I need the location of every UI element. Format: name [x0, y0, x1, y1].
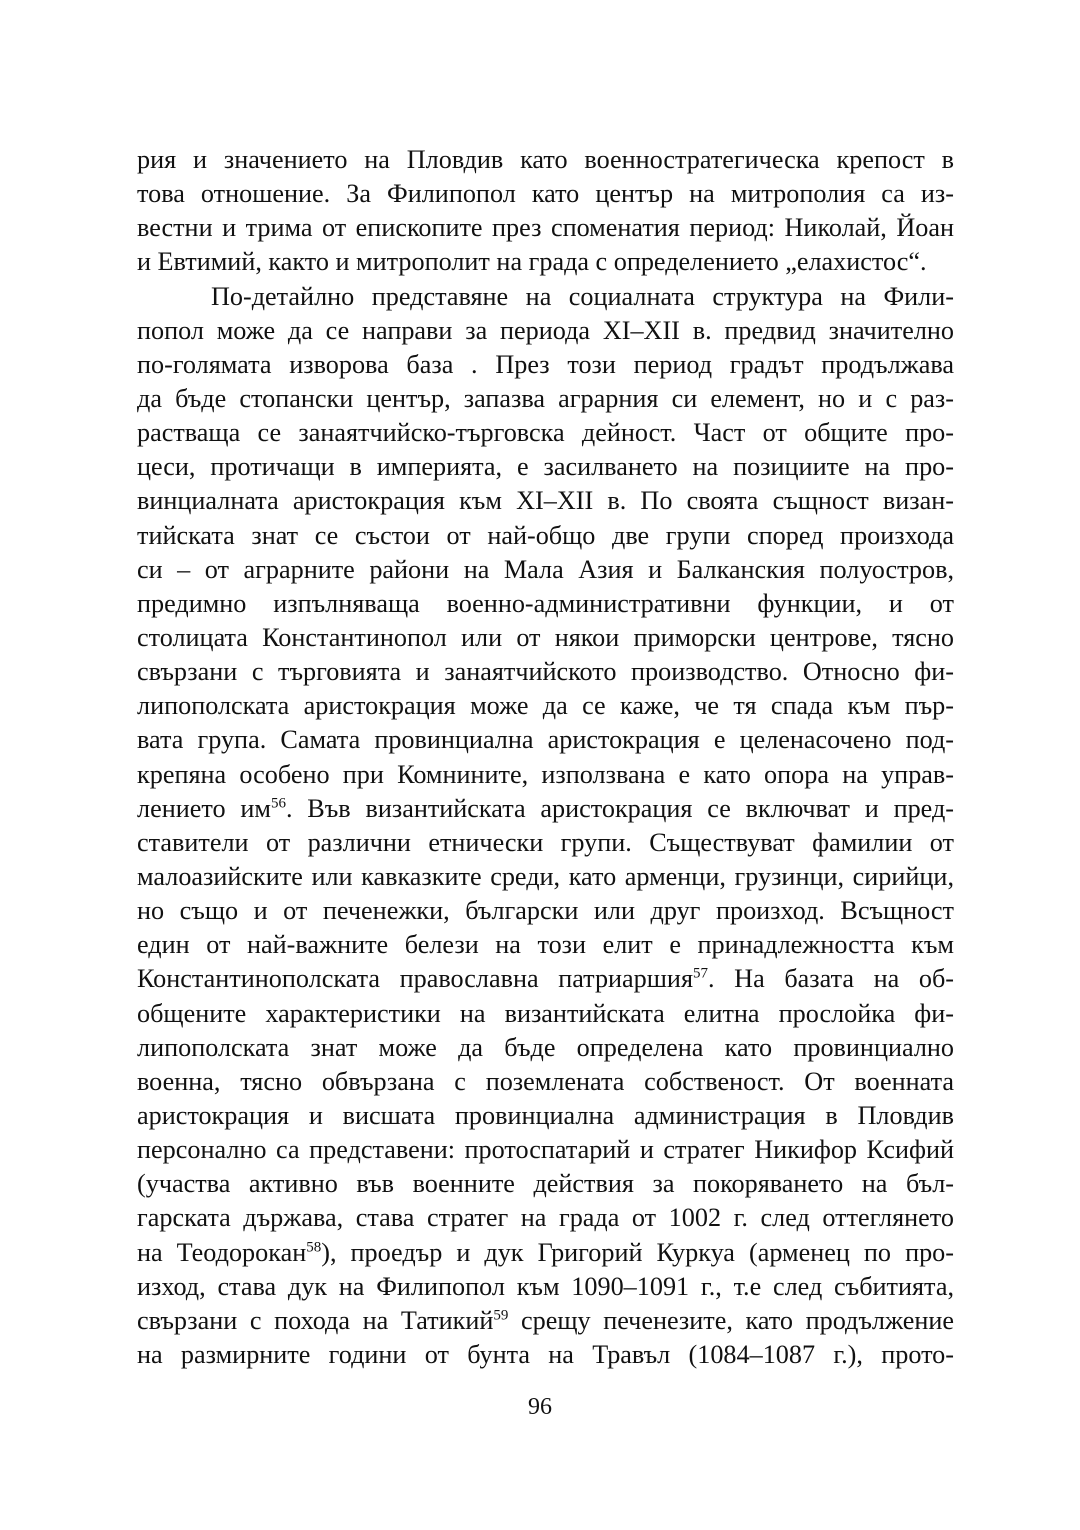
text-line-content: рия и значението на Пловдив като военностратегическа крепост в [137, 145, 954, 174]
text-line [137, 587, 954, 621]
text-line [137, 177, 954, 211]
text-line-content: си – от аграрните райони на Мала Азия и Балканския полуостров, [137, 554, 954, 584]
text-line-content: попол може да се направи за периода XI–XII в. предвид значително [137, 315, 954, 345]
text-line [137, 519, 954, 553]
text-line [137, 1065, 954, 1099]
text-line-content: на Теодорокан [137, 1237, 307, 1267]
text-line [137, 689, 954, 723]
footnote-reference: 57 [693, 966, 708, 983]
text-line [137, 655, 954, 689]
text-line-content: да бъде стопански център, запазва аграрния си елемент, но и с раз- [137, 383, 954, 413]
page-body-text [137, 143, 954, 1372]
page-number: 96 [528, 1394, 552, 1420]
footnote-reference: 59 [493, 1307, 509, 1324]
text-line-content: Константинополската православна патриаршия [137, 964, 693, 994]
text-line [137, 1270, 954, 1304]
text-line [137, 143, 954, 177]
text-line [137, 792, 954, 826]
text-line [137, 997, 954, 1031]
text-line [137, 962, 954, 996]
text-line [137, 484, 954, 518]
text-line-content: тийската знат се състои от най-общо две групи според произхода [137, 520, 954, 550]
text-line-continuation: . На базата на об- [708, 964, 955, 994]
text-line [137, 1338, 954, 1372]
text-line [137, 894, 954, 928]
text-line [137, 314, 954, 348]
text-line-content: общените характеристики на византийската елитна прослойка фи- [137, 998, 954, 1028]
text-line-content: гарската държава, става стратег на града от 1002 г. след оттеглянето [137, 1203, 954, 1233]
text-line-content: свързани с търговията и занаятчийското производство. Относно фи- [137, 657, 954, 687]
text-line-content: военна, тясно обвързана с поземлената собственост. От военната [137, 1066, 954, 1096]
text-line-content: но също и от печенежки, български или друг произход. Всъщност [137, 896, 954, 926]
text-line [137, 211, 954, 245]
text-line-content: лението им [137, 793, 271, 823]
text-line-content: крепяна особено при Комнините, използвана е като опора на управ- [137, 759, 954, 789]
text-line-continuation: срещу печенезите, като продължение [508, 1305, 954, 1335]
text-line [137, 416, 954, 450]
text-line-content: вестни и трима от епископите през споменатия период: Николай, Йоан [137, 213, 954, 243]
text-line [137, 1304, 954, 1338]
text-line [137, 382, 954, 416]
footnote-reference: 58 [306, 1239, 322, 1256]
text-line-content: малоазийските или кавказките среди, като арменци, грузинци, сирийци, [137, 861, 954, 891]
text-line-content: предимно изпълняваща военно-административни функции, и от [137, 588, 954, 618]
text-line-continuation: . Във византийската аристокрация се включват и пред- [285, 793, 954, 823]
text-line-content: свързани с похода на Татикий [137, 1305, 494, 1335]
text-line [137, 928, 954, 962]
text-line [137, 1167, 954, 1201]
text-line-content: персонално са представени: протоспатарий и стратег Никифор Ксифий [137, 1135, 954, 1165]
text-line-content: цеси, протичащи в империята, е засилването на позициите на про- [137, 452, 954, 482]
text-line [137, 860, 954, 894]
text-line-content: По-детайлно представяне на социалната структура на Фили- [211, 281, 954, 311]
text-line [137, 553, 954, 587]
text-line [137, 348, 954, 382]
text-line [137, 723, 954, 757]
text-line [137, 758, 954, 792]
text-line-content: винциалната аристокрация към XI–XII в. По своята същност визан- [137, 486, 954, 516]
text-line-content: (участва активно във военните действия за покоряването на бъл- [137, 1169, 954, 1199]
text-line-content: на размирните години от бунта на Травъл (1084–1087 г.), прото- [137, 1339, 954, 1369]
text-line [137, 1031, 954, 1065]
text-line-content: растваща се занаятчийско-търговска дейност. Част от общите про- [137, 418, 954, 448]
text-line-content: по-голямата изворова база . През този период градът продължава [137, 349, 954, 379]
text-line-content: това отношение. За Филипопол като център на митрополия са из- [137, 179, 954, 209]
text-line-content: един от най-важните белези на този елит е принадлежността към [137, 930, 954, 960]
text-line [137, 280, 954, 314]
text-line-content: изход, става дук на Филипопол към 1090–1091 г., т.е след събитията, [137, 1271, 954, 1301]
text-line-content: и Евтимий, както и митрополит на града с определението „елахистос“. [137, 247, 927, 277]
text-line-content: столицата Константинопол или от някои приморски центрове, тясно [137, 622, 954, 652]
text-line [137, 1133, 954, 1167]
text-line [137, 1099, 954, 1133]
footnote-reference: 56 [270, 795, 286, 812]
text-line-continuation: ), проедър и дук Григорий Куркуа (арменец по про- [321, 1237, 954, 1267]
text-line-content: липополската аристокрация може да се каже, че тя спада към пър- [137, 691, 954, 721]
text-line-content: аристокрация и висшата провинциална администрация в Пловдив [137, 1100, 954, 1130]
text-line [137, 245, 954, 279]
text-line [137, 450, 954, 484]
text-line [137, 1201, 954, 1235]
text-line-content: липополската знат може да бъде определена като провинциално [137, 1032, 954, 1062]
text-line-content: вата група. Самата провинциална аристокрация е целенасочено под- [137, 725, 954, 755]
text-line-content: ставители от различни етнически групи. Съществуват фамилии от [137, 827, 954, 857]
text-line [137, 826, 954, 860]
text-line [137, 1236, 954, 1270]
text-line [137, 621, 954, 655]
